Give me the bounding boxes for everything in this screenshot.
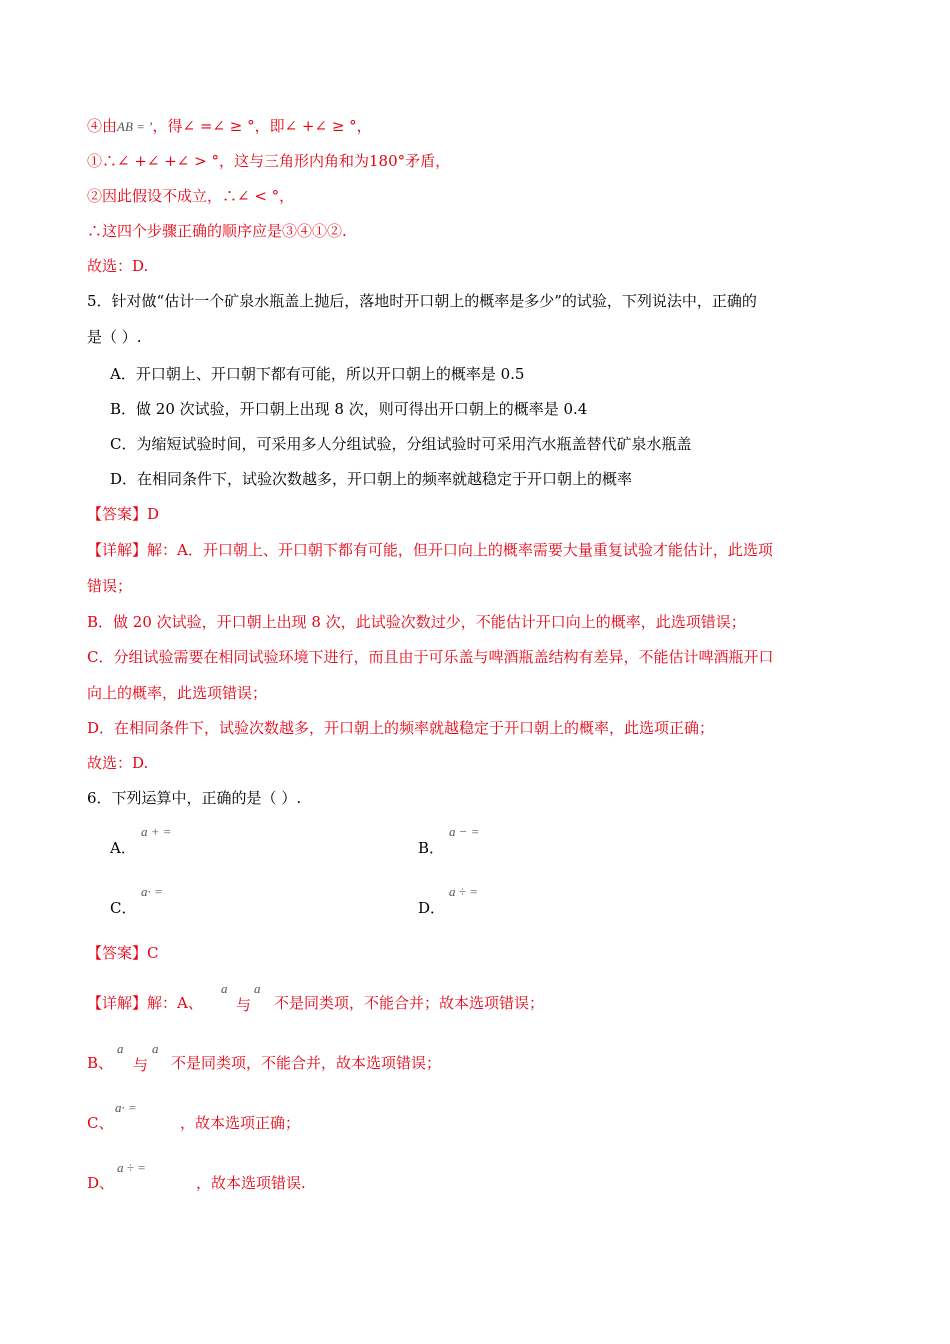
step4-math: AB = ’	[117, 119, 153, 134]
q6-detail-b-mid: 与	[133, 1056, 149, 1074]
q6-detail-c-prefix: C、	[87, 1114, 114, 1132]
q6-detail-d-suffix: ，故本选项错误.	[196, 1174, 306, 1192]
q6-detail-c-math: a· =	[115, 1100, 137, 1115]
q6-detail-c-suffix: ，故本选项正确；	[180, 1114, 301, 1132]
q5-detail-5: 向上的概率，此选项错误；	[87, 684, 268, 702]
q6-option-a-label: A．	[110, 839, 136, 857]
q5-option-c: C．为缩短试验时间，可采用多人分组试验，分组试验时可采用汽水瓶盖替代矿泉水瓶盖	[110, 435, 692, 453]
q6-detail-b-term1: a	[117, 1041, 124, 1056]
q6-option-c-math: a· =	[141, 884, 163, 899]
step4-prefix: ④由	[87, 117, 118, 135]
q6-option-d-label: D．	[418, 899, 446, 917]
q6-answer: 【答案】C	[87, 944, 159, 962]
q6-detail-a-prefix: 【详解】解：A、	[87, 994, 203, 1012]
q5-answer: 【答案】D	[87, 505, 160, 523]
q5-option-d: D．在相同条件下，试验次数越多，开口朝上的频率就越稳定于开口朝上的概率	[110, 470, 633, 488]
q6-option-a-math: a + =	[141, 824, 172, 839]
q6-detail-b-prefix: B、	[87, 1054, 114, 1072]
q6-detail-a-mid: 与	[236, 996, 252, 1014]
q6-detail-b-suffix: 不是同类项，不能合并，故本选项错误；	[171, 1054, 442, 1072]
q5-detail-2: 错误；	[87, 577, 133, 595]
q5-stem-line2: 是（ ）.	[87, 328, 142, 346]
q6-detail-d-prefix: D、	[87, 1174, 115, 1192]
q6-option-b-math: a − =	[449, 824, 480, 839]
q6-detail-b-term2: a	[152, 1041, 159, 1056]
q6-stem: 6．下列运算中，正确的是（ ）.	[87, 789, 302, 807]
q5-option-a: A．开口朝上、开口朝下都有可能，所以开口朝上的概率是 0.5	[110, 365, 525, 383]
q4-choose: 故选：D.	[87, 257, 149, 275]
q5-stem-line1: 5．针对做“估计一个矿泉水瓶盖上抛后，落地时开口朝上的概率是多少”的试验，下列说法中，正确的	[87, 292, 757, 310]
q5-detail-3: B．做 20 次试验，开口朝上出现 8 次，此试验次数过少，不能估计开口向上的概率，此选项错误；	[87, 613, 746, 631]
q5-detail-6: D．在相同条件下，试验次数越多，开口朝上的频率就越稳定于开口朝上的概率，此选项正确；	[87, 719, 715, 737]
q6-option-c-label: C．	[110, 899, 137, 917]
step2-line: ②因此假设不成立，∴∠ < °，	[87, 187, 295, 205]
q5-choose: 故选：D.	[87, 754, 149, 772]
step1-line: ①∴∠ +∠ +∠ > °，这与三角形内角和为180°矛盾，	[87, 152, 451, 170]
q6-detail-a-term2: a	[254, 981, 261, 996]
step4-line	[87, 116, 372, 137]
q6-option-b-label: B．	[418, 839, 445, 857]
q6-detail-a-suffix: 不是同类项，不能合并；故本选项错误；	[274, 994, 545, 1012]
q6-detail-d-math: a ÷ =	[117, 1160, 146, 1175]
order-line: ∴这四个步骤正确的顺序应是③④①②.	[87, 222, 347, 240]
step4-suffix: ，得∠ =∠ ≥ °，即∠ +∠ ≥ °，	[152, 117, 372, 135]
q6-option-d-math: a ÷ =	[449, 884, 478, 899]
q5-detail-4: C．分组试验需要在相同试验环境下进行，而且由于可乐盖与啤酒瓶盖结构有差异，不能估计啤酒瓶开口	[87, 648, 774, 666]
q6-detail-a-term1: a	[221, 981, 228, 996]
q5-option-b: B．做 20 次试验，开口朝上出现 8 次，则可得出开口朝上的概率是 0.4	[110, 400, 588, 418]
q5-detail-1: 【详解】解：A．开口朝上、开口朝下都有可能，但开口向上的概率需要大量重复试验才能估计，此选项	[87, 541, 773, 559]
